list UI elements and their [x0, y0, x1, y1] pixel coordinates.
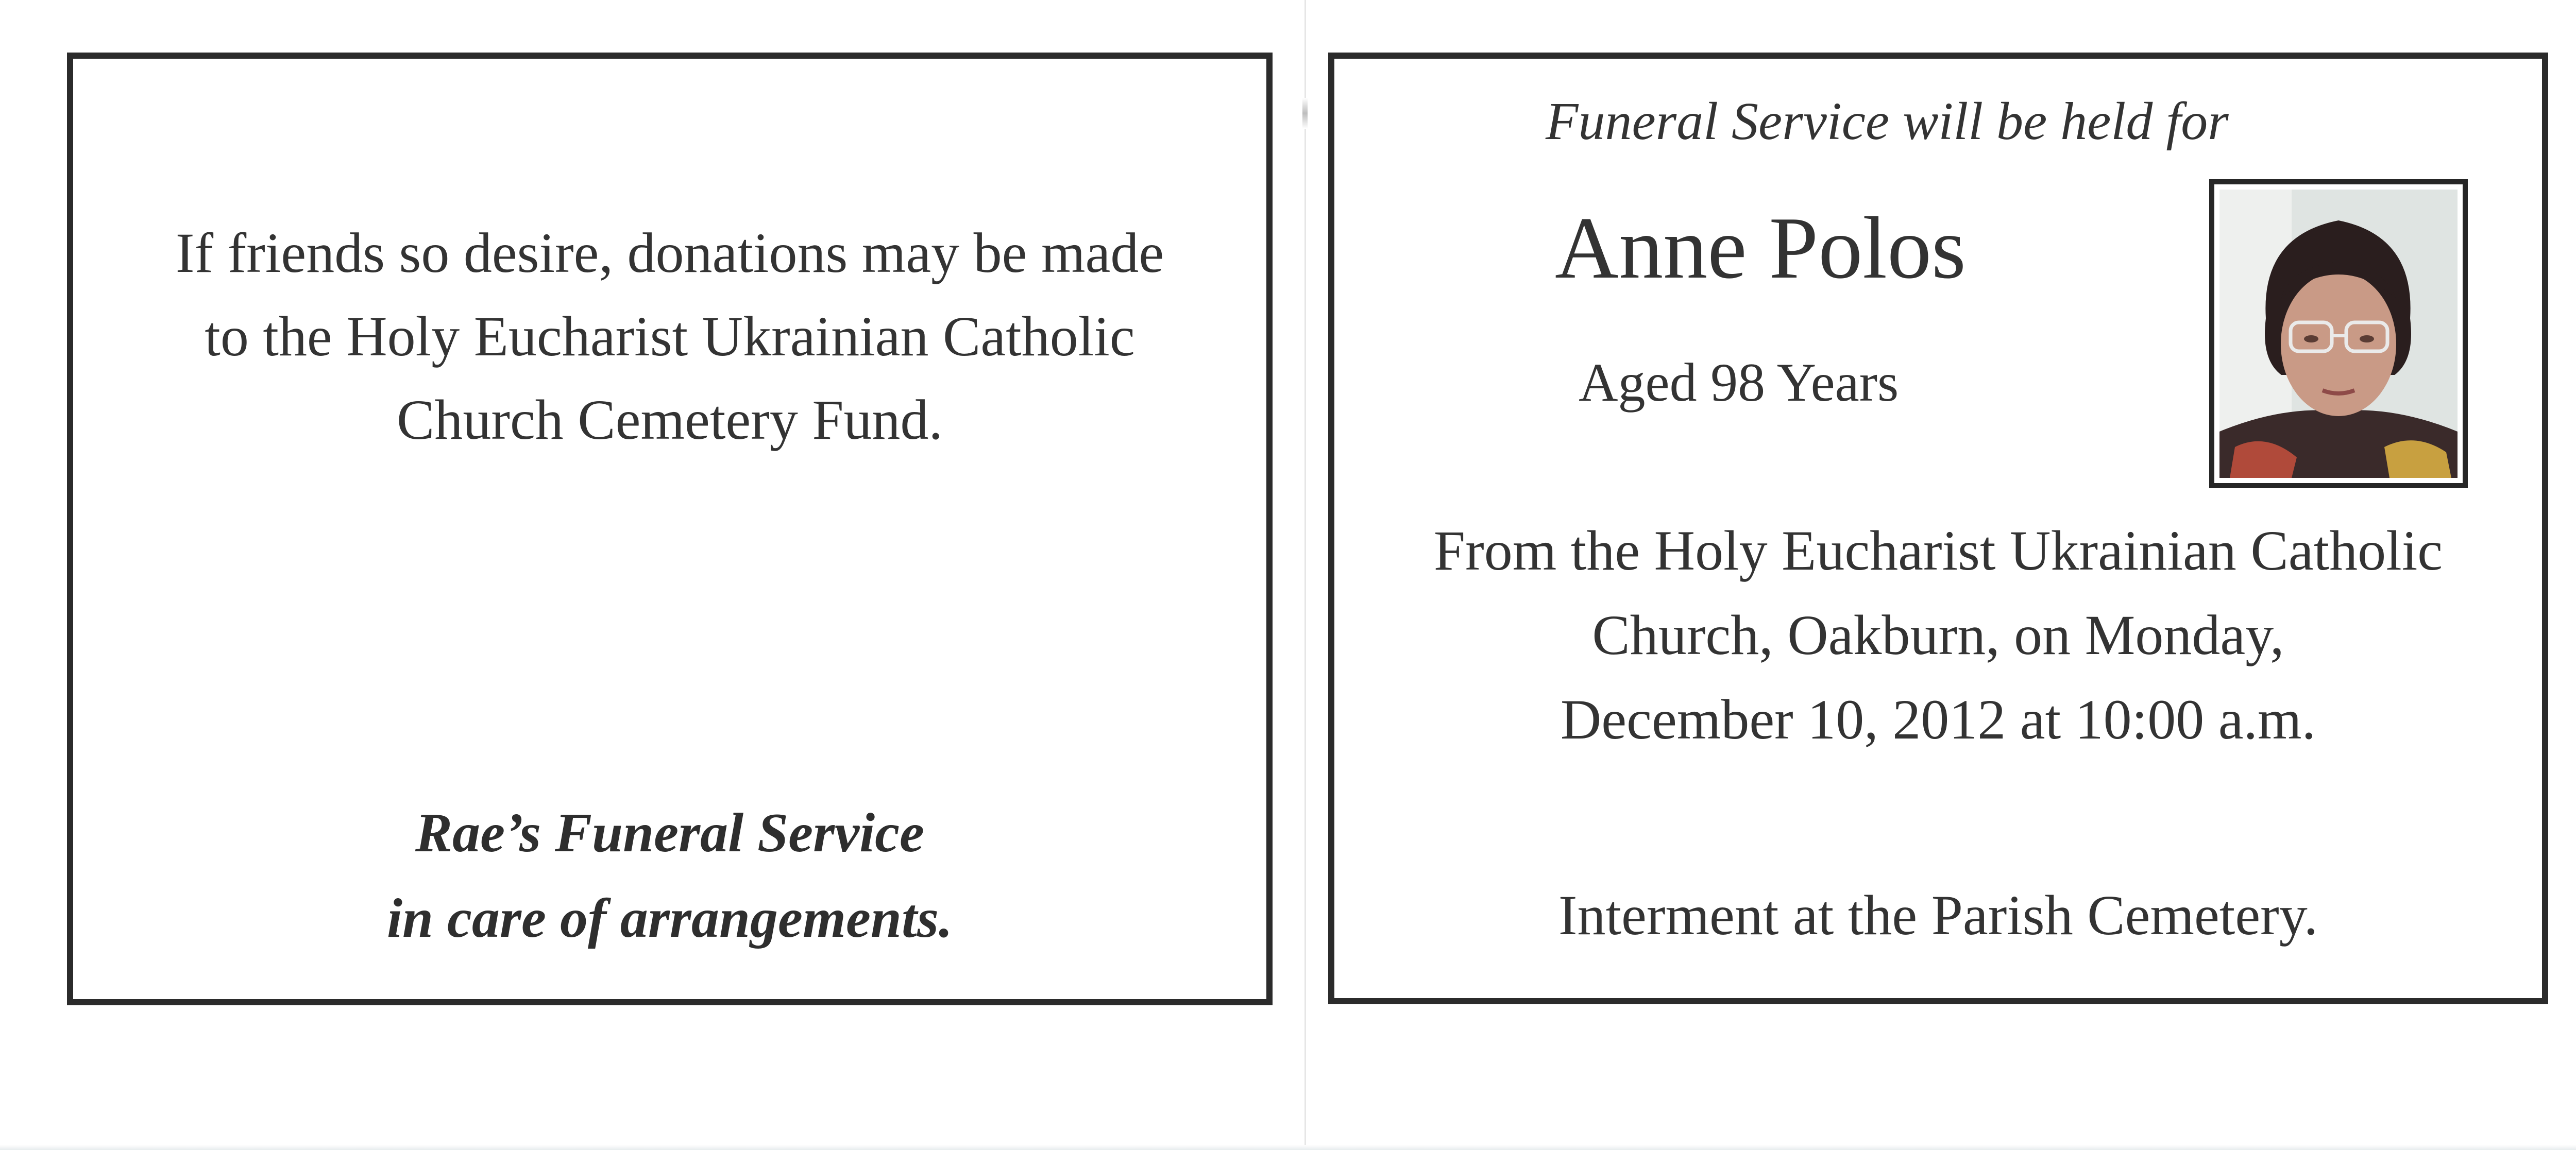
right-panel — [1328, 53, 2548, 1004]
left-panel — [67, 53, 1273, 1005]
scan-edge — [0, 1145, 2576, 1150]
service-line-2: Church, Oakburn, on Monday, — [1592, 604, 2284, 666]
card-fold-line — [1304, 0, 1306, 1150]
funeral-home-line-2: in care of arrangements. — [386, 888, 953, 949]
donation-line-1: If friends so desire, donations may be made — [175, 221, 1164, 284]
service-line-1: From the Holy Eucharist Ukrainian Catholic — [1433, 519, 2443, 582]
portrait-image — [2219, 190, 2458, 478]
service-heading: Funeral Service will be held for — [1546, 92, 2229, 151]
portrait-photo — [2209, 179, 2468, 488]
donation-line-3: Church Cemetery Fund. — [396, 388, 943, 451]
deceased-age: Aged 98 Years — [1579, 352, 1899, 413]
donation-line-2: to the Holy Eucharist Ukrainian Catholic — [205, 305, 1135, 368]
service-line-3: December 10, 2012 at 10:00 a.m. — [1560, 688, 2316, 751]
funeral-home-line-1: Rae’s Funeral Service — [415, 802, 924, 864]
interment-line: Interment at the Parish Cemetery. — [1558, 884, 2318, 947]
deceased-name: Anne Polos — [1555, 199, 1966, 297]
fold-mark — [1302, 98, 1308, 129]
